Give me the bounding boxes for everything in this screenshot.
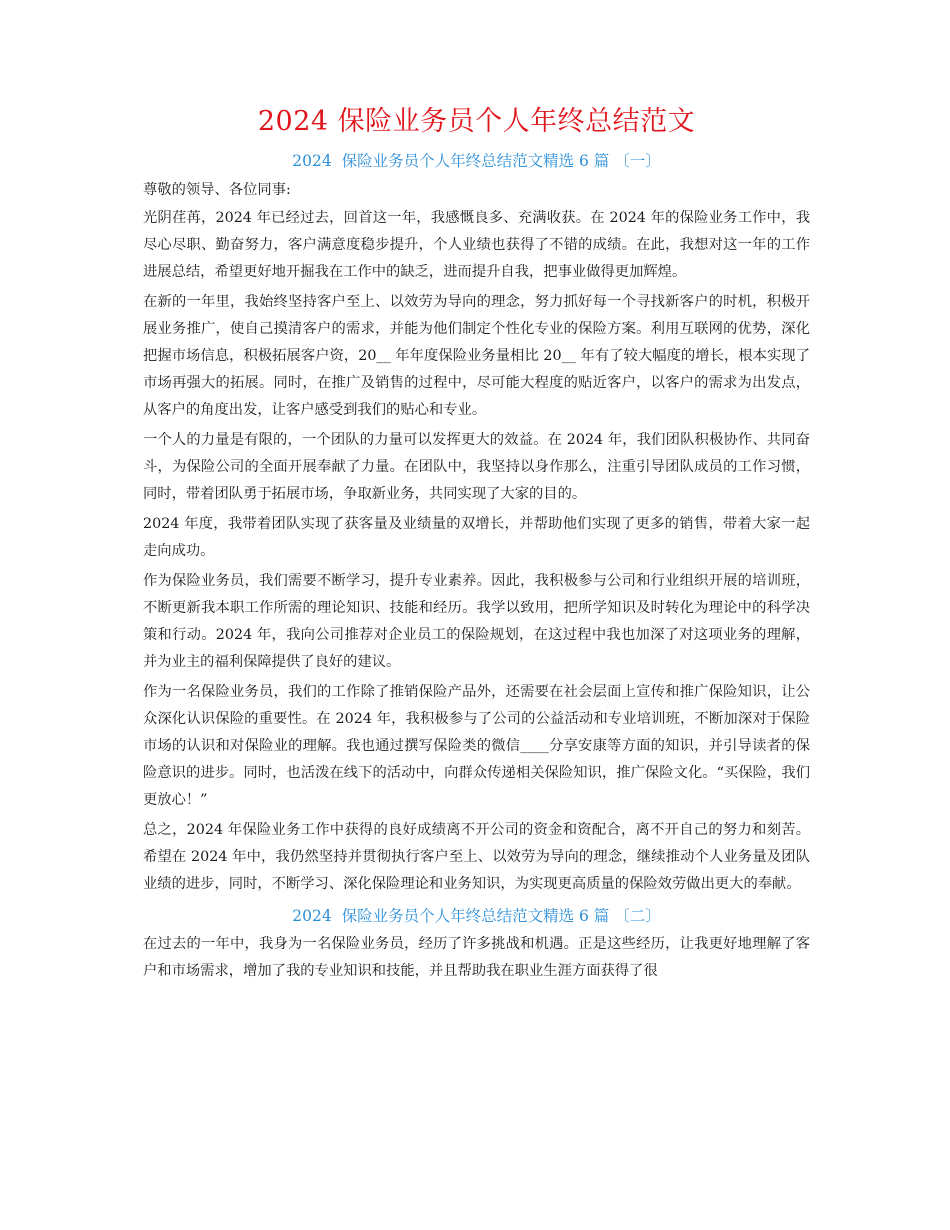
paragraph: 一个人的力量是有限的，一个团队的力量可以发挥更大的效益。在 2024 年，我们团队积极协作、共同奋斗，为保险公司的全面开展奉献了力量。在团队中，我坚持以身作那么，注重引导团队成员的工作习惯，同时，带着团队勇于拓展市场，争取新业务，共同实现了大家的目的。 — [143, 432, 810, 502]
paragraph: 在新的一年里，我始终坚持客户至上、以效劳为导向的理念，努力抓好每一个寻找新客户的时机，积极开展业务推广，使自己摸清客户的需求，并能为他们制定个性化专业的保险方案。利用互联网的优势，深化把握市场信息，积极拓展客户资，20__ 年年度保险业务量相比 20__ 年有了较大幅度的增长，根本实现了市场再强大的拓展。同时，在推广及销售的过程中，尽可能大程度的贴近客户，以客户的需求为出发点，从客户的角度出发，让客户感受到我们的贴心和专业。 — [143, 294, 810, 418]
paragraph: 总之，2024 年保险业务工作中获得的良好成绩离不开公司的资金和资配合，离不开自己的努力和刻苦。希望在 2024 年中，我仍然坚持并贯彻执行客户至上、以效劳为导向的理念，继续推动个人业务量及团队业绩的进步，同时，不断学习、深化保险理论和业务知识，为实现更高质量的保险效劳做出更大的奉献。 — [143, 822, 810, 892]
document-page — [143, 98, 810, 988]
paragraph: 在过去的一年中，我身为一名保险业务员，经历了许多挑战和机遇。正是这些经历，让我更好地理解了客户和市场需求，增加了我的专业知识和技能，并且帮助我在职业生涯方面获得了很 — [143, 936, 810, 979]
section-heading: 2024 保险业务员个人年终总结范文精选 6 篇 〔二〕 — [292, 907, 661, 925]
paragraph: 光阴荏苒，2024 年已经过去，回首这一年，我感慨良多、充满收获。在 2024 年的保险业务工作中，我尽心尽职、勤奋努力，客户满意度稳步提升，个人业绩也获得了不错的成绩。在此，我想对这一年的工作进展总结，希望更好地开掘我在工作中的缺乏，进而提升自我，把事业做得更加辉煌。 — [143, 210, 810, 280]
section-2 — [143, 901, 810, 985]
section-1 — [143, 146, 810, 898]
section-heading: 2024 保险业务员个人年终总结范文精选 6 篇 〔一〕 — [292, 152, 661, 170]
document-title: 2024 保险业务员个人年终总结范文 — [257, 106, 696, 137]
paragraph: 作为一名保险业务员，我们的工作除了推销保险产品外，还需要在社会层面上宣传和推广保险知识，让公众深化认识保险的重要性。在 2024 年，我积极参与了公司的公益活动和专业培训班，不断加深对于保险市场的认识和对保险业的理解。我也通过撰写保险类的微信____分享安康等方面的知识，并引导读者的保险意识的进步。同时，也活泼在线下的活动中，向群众传递相关保险知识，推广保险文化。“买保险，我们更放心！” — [143, 684, 810, 808]
greeting: 尊敬的领导、各位同事: — [143, 182, 291, 198]
paragraph: 作为保险业务员，我们需要不断学习，提升专业素养。因此，我积极参与公司和行业组织开展的培训班，不断更新我本职工作所需的理论知识、技能和经历。我学以致用，把所学知识及时转化为理论中的科学决策和行动。2024 年，我向公司推荐对企业员工的保险规划，在这过程中我也加深了对这项业务的理解，并为业主的福利保障提供了良好的建议。 — [143, 573, 810, 670]
paragraph: 2024 年度，我带着团队实现了获客量及业绩量的双增长，并帮助他们实现了更多的销售，带着大家一起走向成功。 — [143, 516, 810, 559]
